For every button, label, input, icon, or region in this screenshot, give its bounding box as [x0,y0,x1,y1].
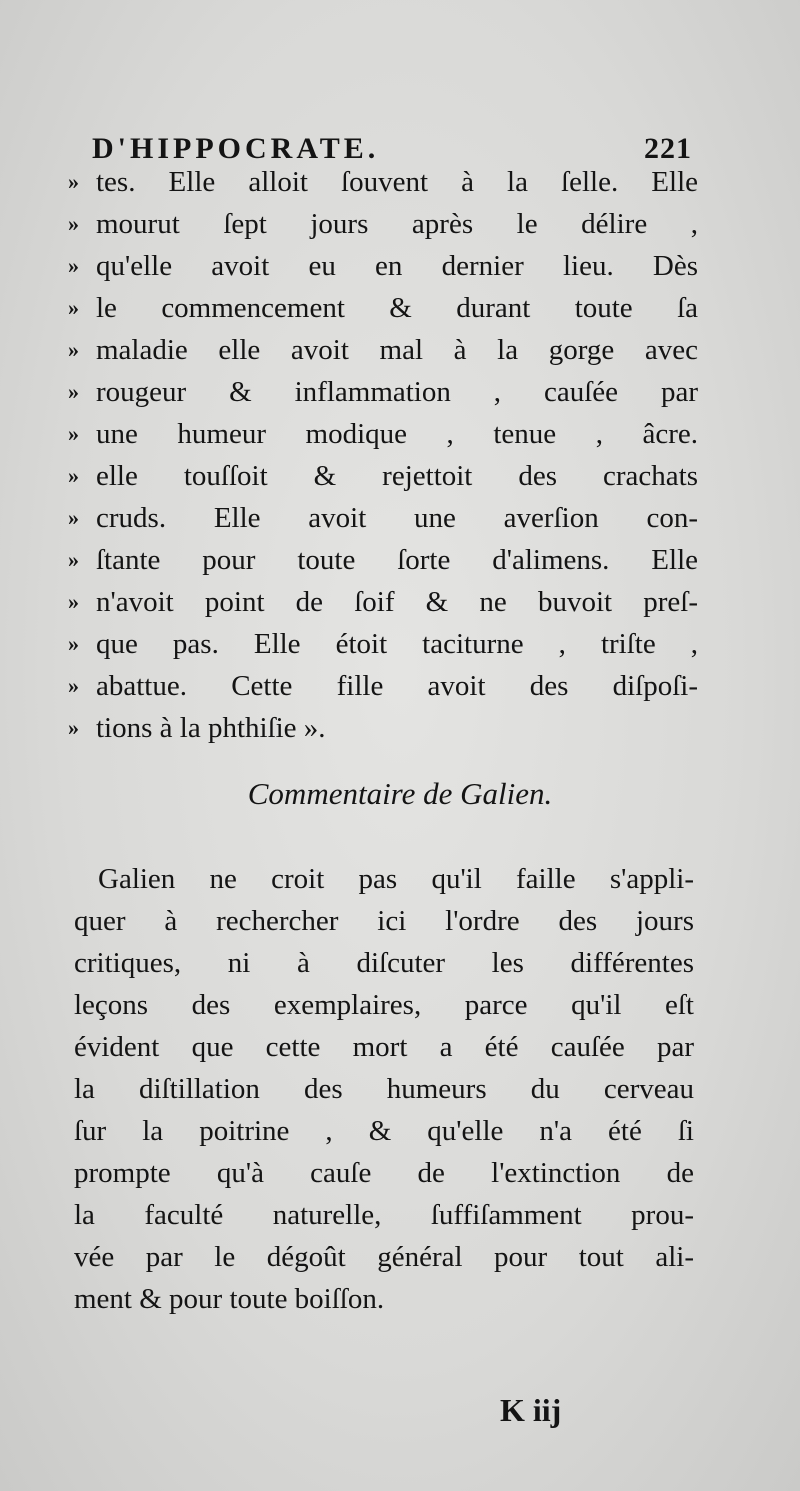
text-line-content: maladie elle avoit mal à la gorge avec [96,334,698,366]
commentary-line-content: critiques, ni à diſcuter les différentes [74,947,694,979]
commentary-line-content: la diſtillation des humeurs du cerveau [74,1073,694,1105]
commentary-line-content: Galien ne croit pas qu'il faille s'appli- [98,863,694,895]
commentary-line [74,1236,694,1278]
text-line [68,203,698,245]
text-line [68,329,698,371]
quote-mark: » [68,253,79,278]
commentary-line [74,1194,694,1236]
text-line [68,413,698,455]
text-line-content: que pas. Elle étoit taciturne , triſte , [96,628,698,660]
commentary-line-content: prompte qu'à cauſe de l'extinction de [74,1157,694,1189]
quote-mark: » [68,169,79,194]
text-line [68,539,698,581]
text-line [68,161,698,203]
quote-mark: » [68,211,79,236]
quote-mark: » [68,673,79,698]
signature-mark: K iij [500,1392,562,1428]
commentary-line-content: leçons des exemplaires, parce qu'il eſt [74,989,694,1021]
text-line-content: le commencement & durant toute ſa [96,292,698,324]
commentary-line [74,942,694,984]
text-line [68,665,698,707]
commentary-line-content: évident que cette mort a été cauſée par [74,1031,694,1063]
text-line-content: tions à la phthiſie ». [96,712,326,744]
quote-mark: » [68,379,79,404]
text-line [68,623,698,665]
quote-mark: » [68,505,79,530]
text-line-content: une humeur modique , tenue , âcre. [96,418,698,450]
commentary-line [74,900,694,942]
commentary-line-content: quer à rechercher ici l'ordre des jours [74,905,694,937]
commentary-line [74,1026,694,1068]
quote-mark: » [68,589,79,614]
quote-mark: » [68,463,79,488]
section-heading: Commentaire de Galien. [247,776,553,811]
text-line [68,287,698,329]
commentary-line [74,1068,694,1110]
commentary-line [74,1278,694,1320]
page-number: 221 [644,132,692,165]
commentary-line [74,858,694,900]
text-line-content: qu'elle avoit eu en dernier lieu. Dès [96,250,698,282]
text-line [68,371,698,413]
quote-mark: » [68,337,79,362]
commentary-line [74,984,694,1026]
quote-mark: » [68,547,79,572]
quote-mark: » [68,715,79,740]
text-line [68,581,698,623]
commentary-line-content: la faculté naturelle, ſuffiſamment prou- [74,1199,694,1231]
text-line-content: tes. Elle alloit ſouvent à la ſelle. Elle [96,166,698,198]
quote-mark: » [68,421,79,446]
text-line [68,455,698,497]
quoted-text-block [68,161,698,749]
commentary-line-content: vée par le dégoût général pour tout ali- [74,1241,694,1273]
text-line-content: n'avoit point de ſoif & ne buvoit preſ- [96,586,698,618]
commentary-line [74,1110,694,1152]
text-line-content: mourut ſept jours après le délire , [96,208,698,240]
text-line [68,707,698,749]
quote-mark: » [68,631,79,656]
text-line [68,245,698,287]
commentary-line-content: ſur la poitrine , & qu'elle n'a été ſi [74,1115,694,1147]
running-title: D'HIPPOCRATE. [92,132,380,165]
commentary-line [74,1152,694,1194]
text-line-content: ſtante pour toute ſorte d'alimens. Elle [96,544,698,576]
commentary-block [74,858,694,1320]
quote-mark: » [68,295,79,320]
text-line-content: abattue. Cette fille avoit des diſpoſi- [96,670,698,702]
text-line-content: cruds. Elle avoit une averſion con- [96,502,698,534]
text-line-content: rougeur & inflammation , cauſée par [96,376,698,408]
text-line-content: elle touſſoit & rejettoit des crachats [96,460,698,492]
commentary-line-content: ment & pour toute boiſſon. [74,1283,385,1315]
text-line [68,497,698,539]
